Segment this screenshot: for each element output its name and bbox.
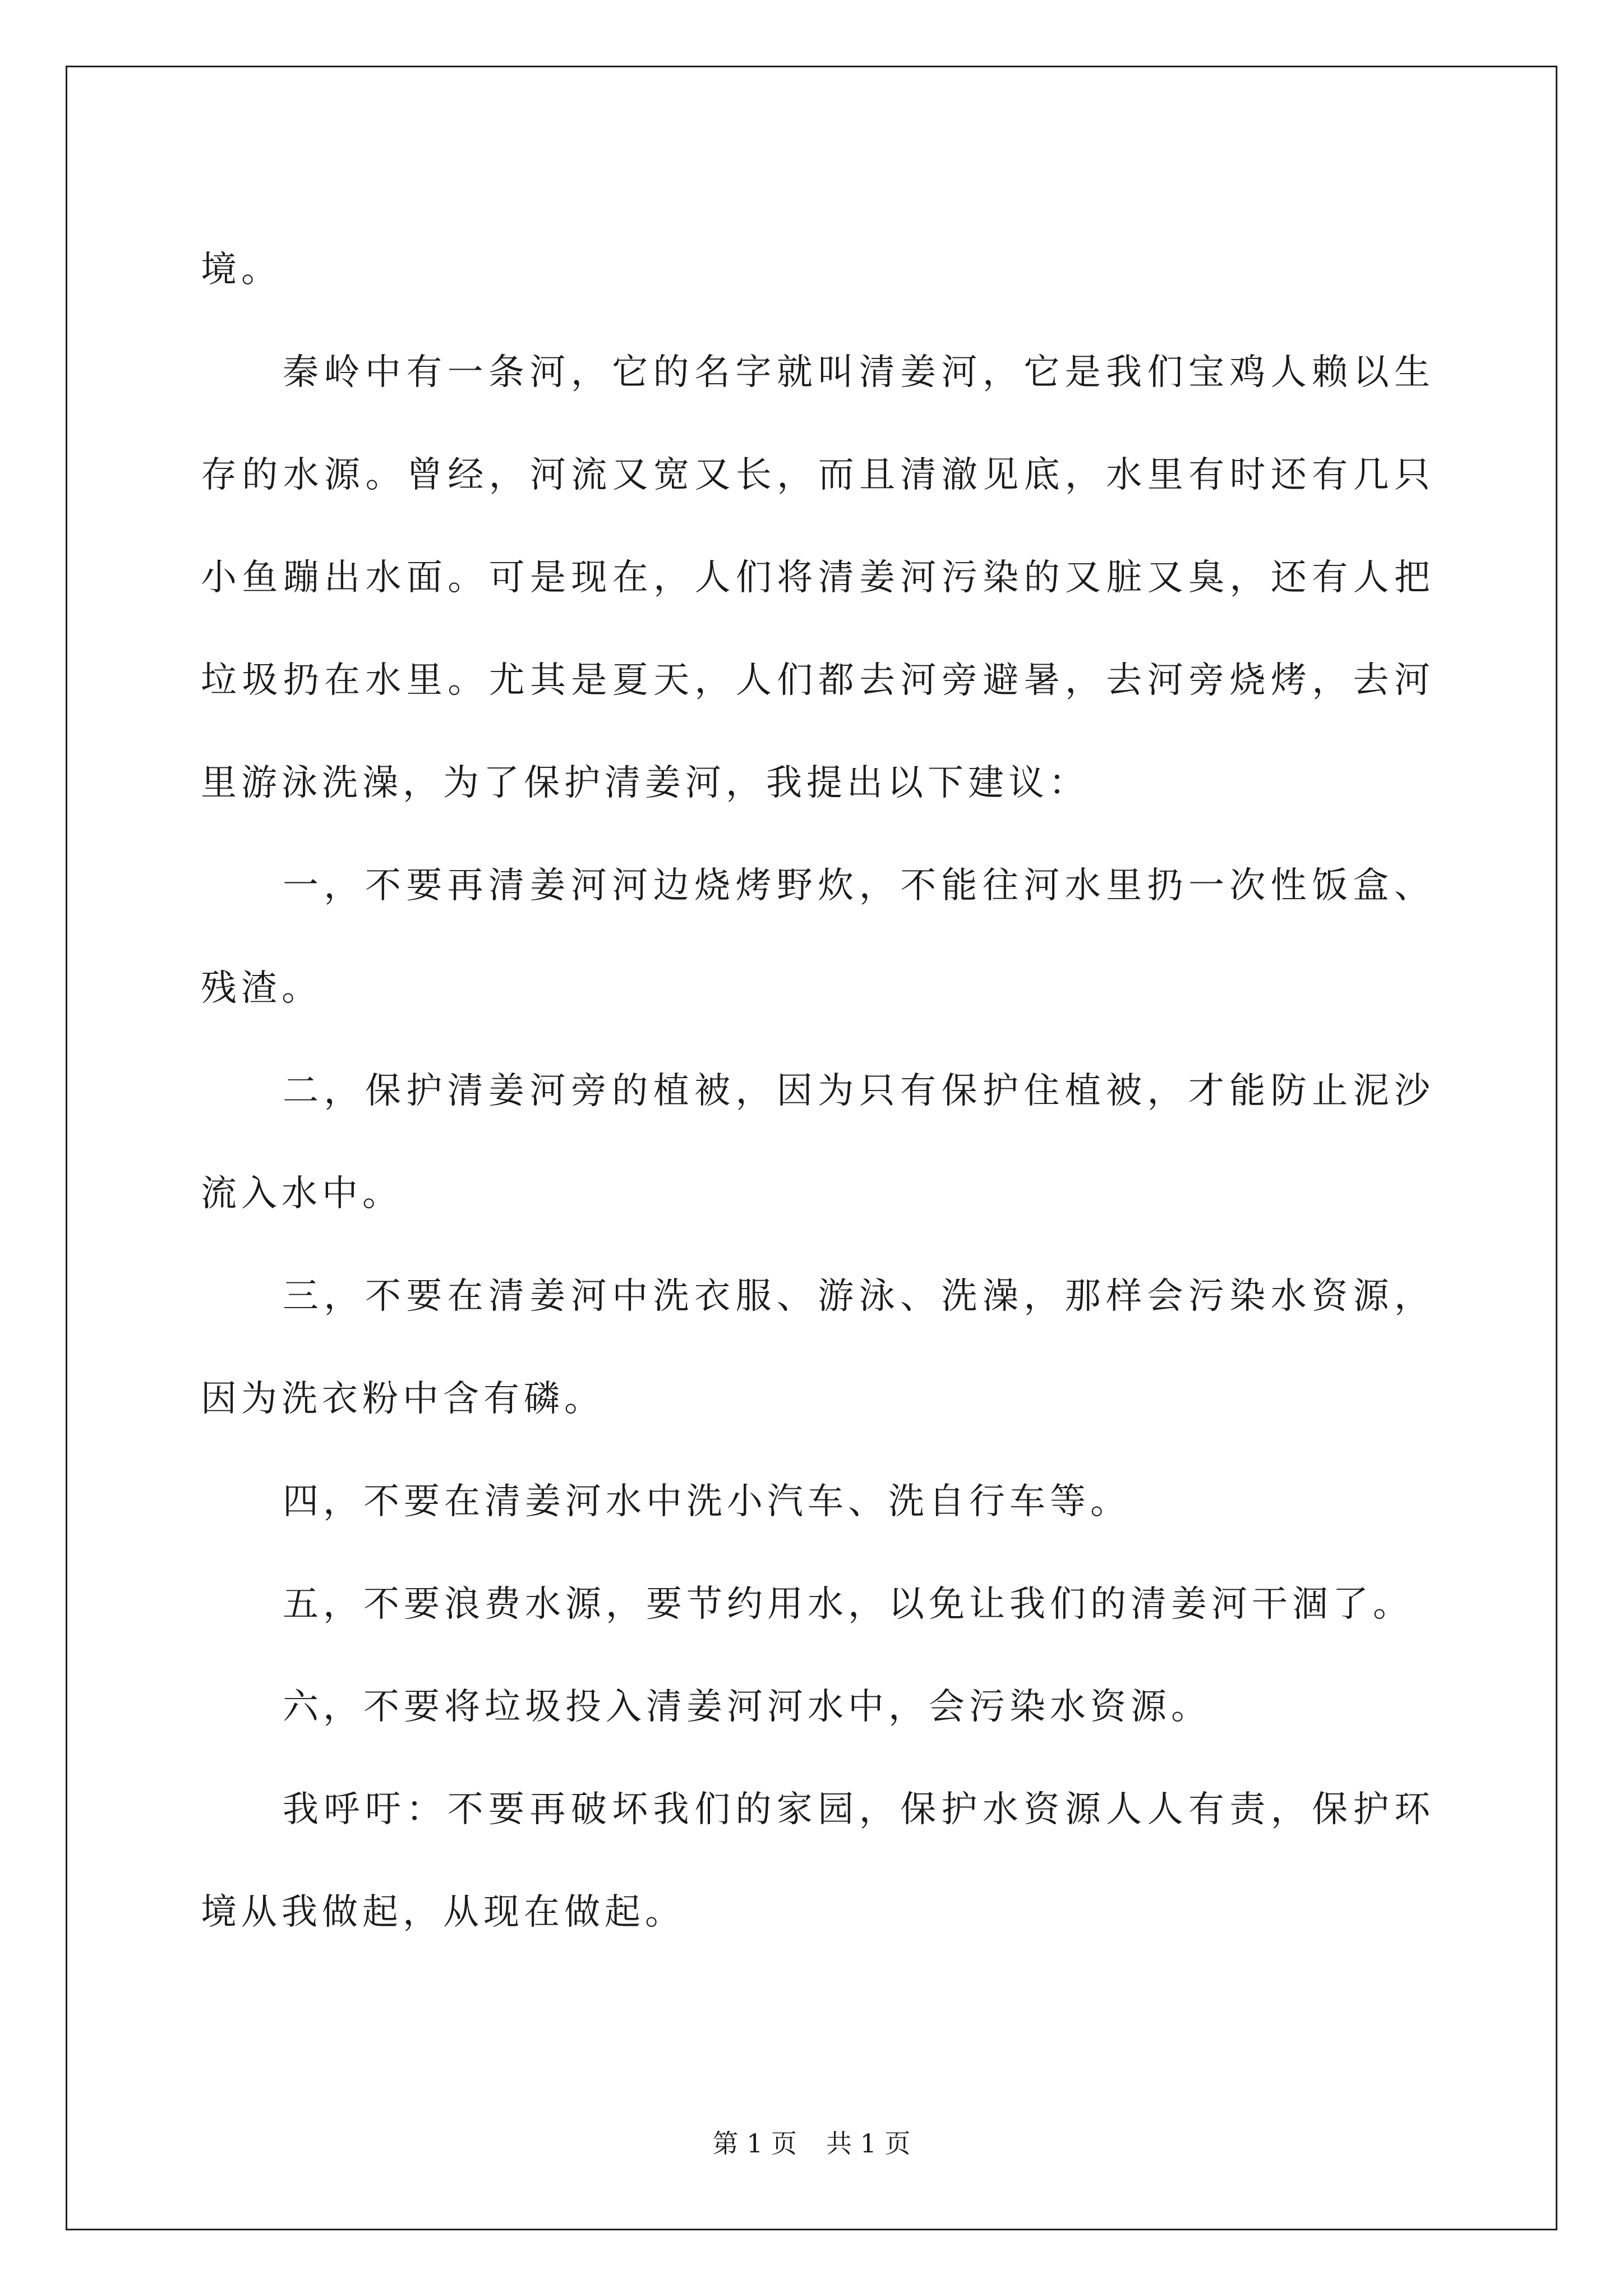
- paragraph-5: 三，不要在清姜河中洗衣服、游泳、洗澡，那样会污染水资源，因为洗衣粉中含有磷。: [201, 1276, 1435, 1420]
- paragraph-7: 五，不要浪费水源，要节约用水，以免让我们的清姜河干涸了。: [283, 1584, 1413, 1625]
- paragraph-6: 四，不要在清姜河水中洗小汽车、洗自行车等。: [283, 1481, 1131, 1522]
- page-number: 第 1 页: [712, 2128, 797, 2159]
- paragraph-1: 境。: [201, 249, 282, 291]
- paragraph-9: 我呼吁：不要再破坏我们的家园，保护水资源人人有责，保护环境从我做起，从现在做起。: [201, 1789, 1435, 1933]
- page-footer: [0, 2123, 1623, 2160]
- paragraph-8: 六，不要将垃圾投入清姜河河水中，会污染水资源。: [283, 1686, 1211, 1728]
- document-body: [201, 219, 1435, 1964]
- paragraph-4: 二，保护清姜河旁的植被，因为只有保护住植被，才能防止泥沙流入水中。: [201, 1070, 1435, 1214]
- page-total: 共 1 页: [826, 2128, 911, 2159]
- paragraph-3: 一，不要再清姜河河边烧烤野炊，不能往河水里扔一次性饭盒、残渣。: [201, 865, 1435, 1009]
- paragraph-2: 秦岭中有一条河，它的名字就叫清姜河，它是我们宝鸡人赖以生存的水源。曾经，河流又宽又长，而且清澈见底，水里有时还有几只小鱼蹦出水面。可是现在，人们将清姜河污染的又脏又臭，还有人把垃圾扔在水里。尤其是夏天，人们都去河旁避暑，去河旁烧烤，去河里游泳洗澡，为了保护清姜河，我提出以下建议：: [201, 352, 1435, 804]
